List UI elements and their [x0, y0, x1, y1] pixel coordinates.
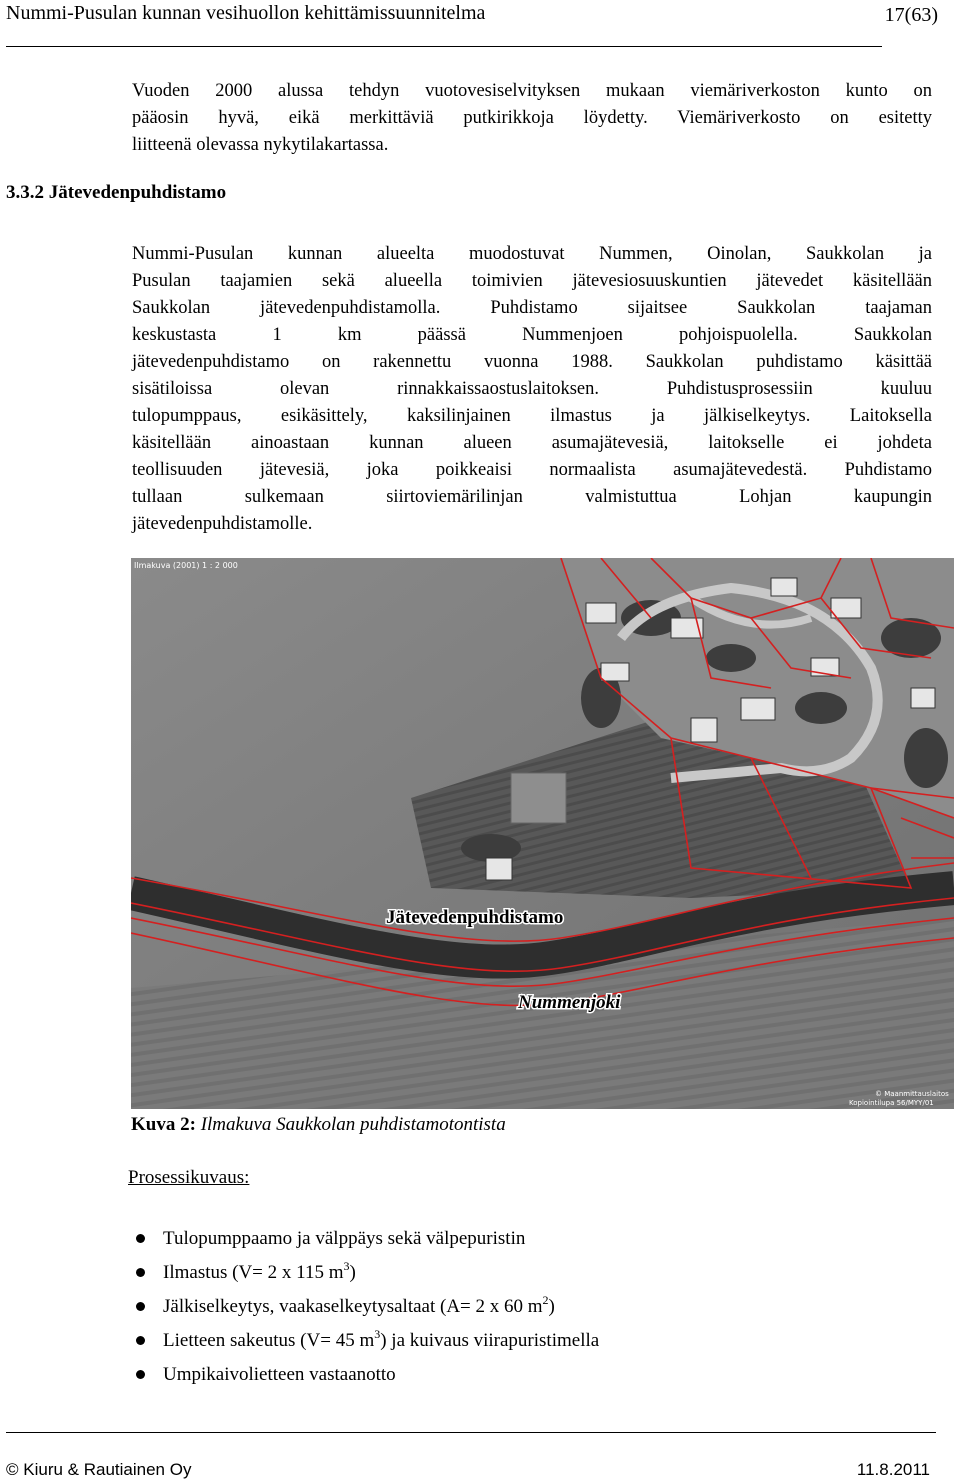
- text-line: käsitellään ainoastaan kunnan alueen asumajätevesiä, laitokselle ei johdeta: [132, 433, 932, 453]
- section-heading: 3.3.2 Jätevedenpuhdistamo: [6, 182, 227, 203]
- header-divider: [6, 46, 882, 47]
- photo-stamp: Ilmakuva (2001) 1 : 2 000: [134, 561, 238, 570]
- list-item-text: Ilmastus (V= 2 x 115 m: [163, 1262, 344, 1283]
- text-line: jätevedenpuhdistamolle.: [132, 514, 313, 534]
- superscript: 2: [542, 1293, 549, 1307]
- list-item: [128, 1260, 599, 1294]
- text-line: keskustasta 1 km päässä Nummenjoen pohjoispuolella. Saukkolan: [132, 325, 932, 345]
- list-item-text: Lietteen sakeutus (V= 45 m: [163, 1330, 375, 1351]
- intro-paragraph: [132, 78, 932, 159]
- list-item: [128, 1226, 599, 1260]
- list-item-text: Tulopumppaamo ja välppäys sekä välpepuristin: [163, 1228, 526, 1249]
- list-item: [128, 1362, 599, 1396]
- plant-label: Jätevedenpuhdistamo: [386, 907, 564, 928]
- bullet-icon: [136, 1268, 145, 1277]
- process-list: [128, 1226, 599, 1396]
- text-line: tullaan sulkemaan siirtoviemärilinjan valmistuttua Lohjan kaupungin: [132, 487, 932, 507]
- list-item-text: ) ja kuivaus viirapuristimella: [380, 1330, 600, 1351]
- figure-caption: [131, 1114, 506, 1136]
- bullet-icon: [136, 1302, 145, 1311]
- caption-text: Ilmakuva Saukkolan puhdistamotontista: [200, 1114, 506, 1135]
- caption-label: Kuva 2:: [131, 1114, 196, 1135]
- list-item-text: Umpikaivolietteen vastaanotto: [163, 1364, 396, 1385]
- river-label: Nummenjoki: [518, 992, 621, 1013]
- photo-license: Kopiointilupa 56/MYY/01: [849, 1099, 934, 1107]
- process-heading: Prosessikuvaus:: [128, 1167, 250, 1188]
- text-line: Saukkolan jätevedenpuhdistamolla. Puhdistamo sijaitsee Saukkolan taajaman: [132, 298, 932, 318]
- bullet-icon: [136, 1370, 145, 1379]
- text-line: sisätiloissa olevan rinnakkaissaostuslaitoksen. Puhdistusprosessiin kuuluu: [132, 379, 932, 399]
- superscript: 3: [374, 1327, 381, 1341]
- bullet-icon: [136, 1336, 145, 1345]
- text-line: teollisuuden jätevesiä, joka poikkeaisi normaalista asumajätevedestä. Puhdistamo: [132, 460, 932, 480]
- footer-divider: [6, 1432, 936, 1433]
- text-line: Nummi-Pusulan kunnan alueelta muodostuvat Nummen, Oinolan, Saukkolan ja: [132, 244, 932, 264]
- aerial-photo: [131, 558, 954, 1109]
- text-line: Pusulan taajamien sekä alueella toimivien jätevesiosuuskuntien jätevedet käsitellään: [132, 271, 932, 291]
- list-item-text: ): [349, 1262, 356, 1283]
- text-line: tulopumppaus, esikäsittely, kaksilinjainen ilmastus ja jälkiselkeytys. Laitoksella: [132, 406, 932, 426]
- photo-copyright: © Maanmittauslaitos: [875, 1090, 949, 1098]
- document-title: Nummi-Pusulan kunnan vesihuollon kehittämissuunnitelma: [6, 2, 486, 24]
- text-line: pääosin hyvä, eikä merkittäviä putkirikkoja löydetty. Viemäriverkosto on esitetty: [132, 108, 932, 128]
- page-number: 17(63): [884, 4, 938, 26]
- text-line: liitteenä olevassa nykytilakartassa.: [132, 135, 389, 155]
- footer-date: 11.8.2011: [856, 1460, 930, 1479]
- list-item: [128, 1328, 599, 1362]
- bullet-icon: [136, 1234, 145, 1243]
- superscript: 3: [343, 1259, 350, 1273]
- text-line: jätevedenpuhdistamo on rakennettu vuonna 1988. Saukkolan puhdistamo käsittää: [132, 352, 932, 372]
- text-line: Vuoden 2000 alussa tehdyn vuotovesiselvityksen mukaan viemäriverkoston kunto on: [132, 81, 932, 101]
- list-item-text: Jälkiselkeytys, vaakaselkeytysaltaat (A= 2 x 60 m: [163, 1296, 543, 1317]
- list-item-text: ): [548, 1296, 555, 1317]
- list-item: [128, 1294, 599, 1328]
- footer-company: © Kiuru & Rautiainen Oy: [6, 1460, 192, 1479]
- section-paragraph: [132, 241, 932, 538]
